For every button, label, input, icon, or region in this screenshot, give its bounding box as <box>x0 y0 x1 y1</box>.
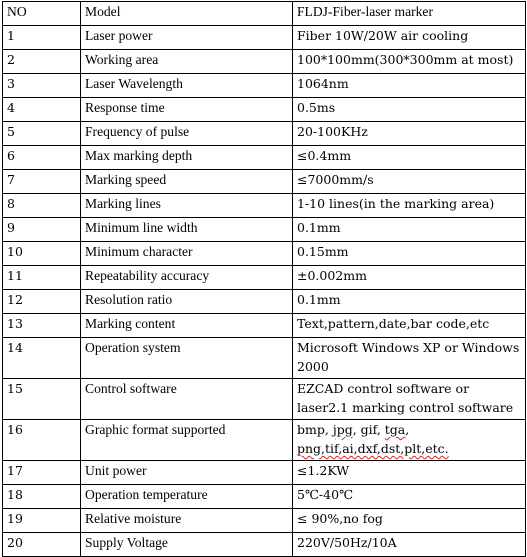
format-prefix: bmp, <box>297 422 333 437</box>
header-value: FLDJ-Fiber-laser marker <box>293 2 526 26</box>
format-suffix: , <box>405 422 410 437</box>
row-value: Microsoft Windows XP or Windows 2000 <box>293 338 526 379</box>
row-value: ±0.002mm <box>293 266 526 290</box>
table-row <box>3 509 526 533</box>
row-value <box>293 420 526 461</box>
row-value: Text,pattern,date,bar code,etc <box>293 314 526 338</box>
row-value: ≤1.2KW <box>293 461 526 485</box>
row-label: Max marking depth <box>81 146 293 170</box>
table-row <box>3 218 526 242</box>
table-row <box>3 533 526 557</box>
table-row <box>3 485 526 509</box>
table-row <box>3 314 526 338</box>
row-label: Marking speed <box>81 170 293 194</box>
row-value: ≤7000mm/s <box>293 170 526 194</box>
row-value: 0.1mm <box>293 290 526 314</box>
format-line2: png,tif,ai,dxf,dst,plt,etc. <box>297 441 449 456</box>
table-row <box>3 290 526 314</box>
row-label: Repeatability accuracy <box>81 266 293 290</box>
row-label: Operation system <box>81 338 293 379</box>
row-no: 16 <box>3 420 81 461</box>
row-value: ≤0.4mm <box>293 146 526 170</box>
row-label: Marking content <box>81 314 293 338</box>
row-no: 17 <box>3 461 81 485</box>
row-no: 6 <box>3 146 81 170</box>
format-mid: , gif, <box>352 422 385 437</box>
row-no: 13 <box>3 314 81 338</box>
row-value: 100*100mm(300*300mm at most) <box>293 50 526 74</box>
row-no: 8 <box>3 194 81 218</box>
row-no: 20 <box>3 533 81 557</box>
row-no: 9 <box>3 218 81 242</box>
header-no: NO <box>3 2 81 26</box>
row-label: Resolution ratio <box>81 290 293 314</box>
table-row <box>3 379 526 420</box>
row-value: 20-100KHz <box>293 122 526 146</box>
row-label: Operation temperature <box>81 485 293 509</box>
row-no: 10 <box>3 242 81 266</box>
table-row <box>3 338 526 379</box>
row-label: Relative moisture <box>81 509 293 533</box>
format-tga: tga <box>384 422 406 437</box>
table-header-row <box>3 2 526 26</box>
table-row <box>3 50 526 74</box>
row-label: Laser power <box>81 26 293 50</box>
row-no: 2 <box>3 50 81 74</box>
row-value: 0.5ms <box>293 98 526 122</box>
row-no: 15 <box>3 379 81 420</box>
row-value: 220V/50Hz/10A <box>293 533 526 557</box>
row-no: 3 <box>3 74 81 98</box>
row-label: Frequency of pulse <box>81 122 293 146</box>
row-no: 7 <box>3 170 81 194</box>
row-label: Marking lines <box>81 194 293 218</box>
row-value: 0.1mm <box>293 218 526 242</box>
table-row <box>3 242 526 266</box>
table-row <box>3 26 526 50</box>
row-no: 1 <box>3 26 81 50</box>
table-row <box>3 461 526 485</box>
row-label: Supply Voltage <box>81 533 293 557</box>
row-label: Control software <box>81 379 293 420</box>
table-row <box>3 194 526 218</box>
spec-table <box>2 1 526 557</box>
table-row <box>3 170 526 194</box>
row-label: Laser Wavelength <box>81 74 293 98</box>
table-row <box>3 74 526 98</box>
row-value: 1064nm <box>293 74 526 98</box>
header-model: Model <box>81 2 293 26</box>
table-row <box>3 266 526 290</box>
row-value: 1-10 lines(in the marking area) <box>293 194 526 218</box>
row-value: ≤ 90%,no fog <box>293 509 526 533</box>
format-jpg: jpg <box>332 422 353 437</box>
row-no: 5 <box>3 122 81 146</box>
row-label: Minimum line width <box>81 218 293 242</box>
row-label: Working area <box>81 50 293 74</box>
row-no: 19 <box>3 509 81 533</box>
row-no: 18 <box>3 485 81 509</box>
row-no: 14 <box>3 338 81 379</box>
row-label: Graphic format supported <box>81 420 293 461</box>
row-no: 12 <box>3 290 81 314</box>
row-value: EZCAD control software or laser2.1 marking control software <box>293 379 526 420</box>
row-value: 0.15mm <box>293 242 526 266</box>
row-value: Fiber 10W/20W air cooling <box>293 26 526 50</box>
table-row <box>3 146 526 170</box>
row-label: Minimum character <box>81 242 293 266</box>
row-no: 11 <box>3 266 81 290</box>
row-value: 5℃-40℃ <box>293 485 526 509</box>
row-no: 4 <box>3 98 81 122</box>
row-label: Response time <box>81 98 293 122</box>
table-row <box>3 420 526 461</box>
row-label: Unit power <box>81 461 293 485</box>
table-row <box>3 122 526 146</box>
table-row <box>3 98 526 122</box>
